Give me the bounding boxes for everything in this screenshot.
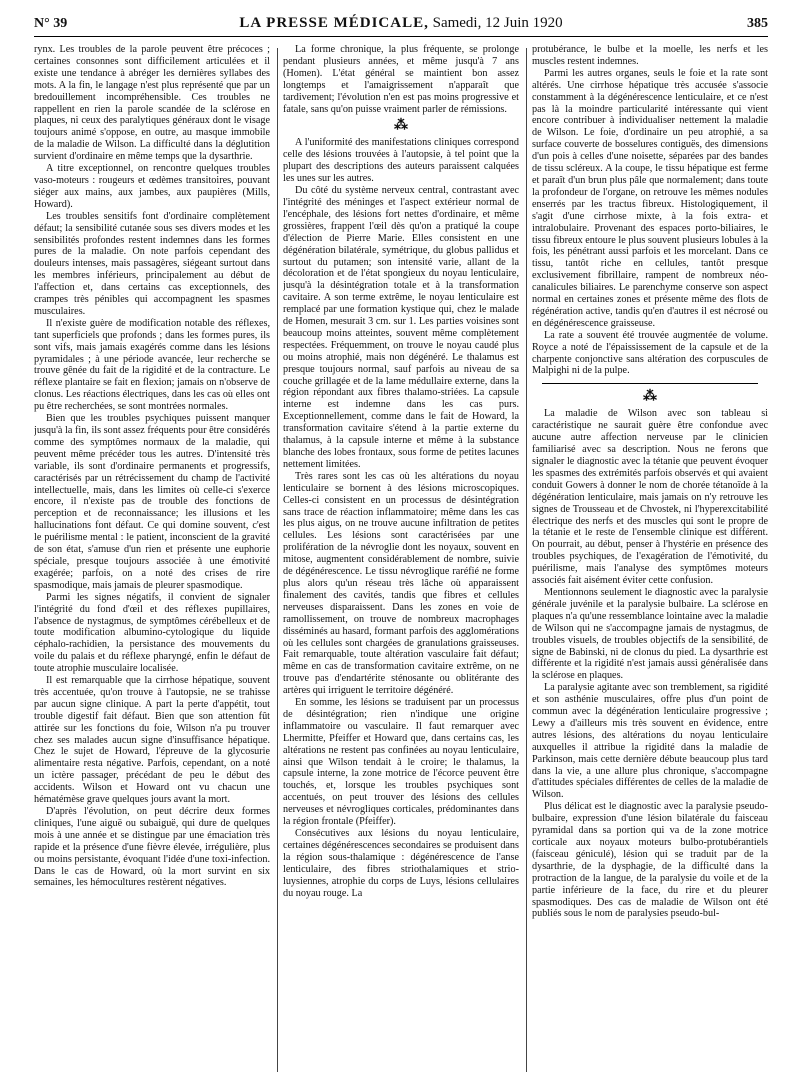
paragraph: Il n'existe guère de modification notable des réflexes, tant superficiels que profonds ; dans les formes pures, ils sont vifs, mais jamais exagérés comme dans les lésions pyramidales ; à une période avancée, leur recherche se trouve gênée du fait de la rigidité et de la contracture. Le réflexe plantaire se fait en flexion; jamais on n'observe de clonus. Les réactions électriques, dans les cas où elles ont pu être recherchées, se sont montrées normales. — [34, 317, 270, 413]
paragraph: A titre exceptionnel, on rencontre quelques troubles vaso-moteurs : rougeurs et œdèmes transitoires, pouvant siéger aux mains, aux jambes, aux paupières (Mills, Howard). — [34, 163, 270, 210]
journal-title: LA PRESSE MÉDICALE, — [239, 15, 429, 31]
paragraph: La paralysie agitante avec son tremblement, sa rigidité et son asthénie musculaires, offre plus d'un point de commun avec la dégénération lenticulaire progressive ; Lewy a d'ailleurs mis très souvent en évidence, entre autres lésions, des altérations du noyau lenticulaire auxquelles il attribue la rigidité dans la maladie de Parkinson, mais cette dernière débute beaucoup plus tard dans la vie, a une allure plus chronique, s'accompagne d'attitudes spéciales différentes de celles de la maladie de Wilson. — [532, 682, 768, 801]
paragraph: Plus délicat est le diagnostic avec la paralysie pseudo-bulbaire, expression d'une lésion bilatérale du faisceau pyramidal dans sa portion qui va de la zone motrice corticale aux noyaux moteurs bulbo-protubérantiels (faisceau géniculé), lésion qui se traduit par de la dysarthrie, de la dysphagie, de la difficulté dans la protraction de la langue, de la paralysie du voile et de la partie inférieure de la face, du rire et du pleurer spasmodiques. Des cas de maladie de Wilson ont été publiés sous le nom de paralysies pseudo-bul- — [532, 801, 768, 920]
paragraph: En somme, les lésions se traduisent par un processus de désintégration; rien n'indique une origine inflammatoire ou vasculaire. Il faut remarquer avec Lhermitte, Pfeiffer et Howard que, dans certains cas, les altérations ne restent pas confinées au noyau lenticulaire, ainsi que Wilson tendait à le croire; le thalamus, la capsule interne, la zone motrice de l'écorce peuvent être touchés, et, lorsque les troubles psychiques sont accentués, on peut trouver des lésions des cellules nerveuses et névrogliques corticales, prédominantes dans la région frontale (Pfeiffer). — [283, 697, 519, 828]
journal-masthead — [34, 15, 768, 32]
paragraph: Bien que les troubles psychiques puissent manquer jusqu'à la fin, ils sont assez fréquents pour être considérés comme des symptômes normaux de la maladie, qui peuvent même précéder tous les autres. D'intensité très variable, ils sont d'ordinaire permanents et progressifs, caractérisés par un rétrécissement du champ de l'activité intellectuelle, mais, dans les limites où celle-ci s'exerce encore, il n'existe pas de trouble des fonctions de perception et de reconnaissance; les illusions et les hallucinations font défaut. Ce qui domine souvent, c'est le puérilisme mental : le patient, inconscient de la gravité de son état, s'amuse d'un rien et présente une euphorie spéciale, presque toujours associée à une émotivité exagérée; parfois, on a noté des crises de rire spasmodique, mais jamais de pleurer spasmodique. — [34, 413, 270, 591]
page-number: 385 — [747, 16, 768, 31]
section-separator: ⁂ — [394, 118, 408, 134]
column-1 — [34, 44, 270, 1074]
article-body — [34, 44, 768, 1074]
horizontal-rule — [542, 383, 758, 384]
paragraph: A l'uniformité des manifestations cliniques correspond celle des lésions trouvées à l'autopsie, à tel point que la plupart des descriptions des auteurs paraissent calquées les unes sur les autres. — [283, 137, 519, 185]
section-separator: ⁂ — [643, 389, 657, 405]
column-2 — [283, 44, 519, 1074]
column-3 — [532, 44, 768, 1074]
issue-date: Samedi, 12 Juin 1920 — [432, 15, 563, 31]
issue-number: N° 39 — [34, 16, 68, 31]
paragraph: Mentionnons seulement le diagnostic avec la paralysie générale juvénile et la paralysie bulbaire. La sclérose en plaques n'a qu'une ressemblance lointaine avec la maladie de Wilson qui ne s'accompagne jamais de nystagmus, de troubles visuels, de troubles objectifs de la sensibilité, de signe de Babinski, ni de clonus du pied. La dysarthrie est différente et la rigidité n'est jamais aussi généralisée dans la sclérose en plaques. — [532, 586, 768, 682]
paragraph: La maladie de Wilson avec son tableau si caractéristique ne saurait guère être confondue avec aucune autre affection nerveuse par le clinicien familiarisé avec sa description. Nous ne ferons que signaler le diagnostic avec la tétanie que peuvent évoquer les spasmes des extrémités parfois observés et qui avaient conduit Gowers à donner le nom de chorée tétanoïde à la dégénération lenticulaire, mais jamais on n'y retrouve les signes de Trousseau et de Chvostek, ni l'hyperexcitabilité électrique des nerfs et des muscles qui sont le propre de la tétanie et le reste de l'ensemble clinique est différent. On pourrait, au début, penser à l'hystérie en présence des troubles psychiques, de l'exagération de l'émotivité, du puérilisme, mais l'analyse des symptômes moteurs associés fait aisément éviter cette confusion. — [532, 408, 768, 587]
paragraph: Parmi les signes négatifs, il convient de signaler l'intégrité du fond d'œil et des réflexes pupillaires, l'absence de nystagmus, de symptômes cérébelleux et de toute modification albumino-cytologique du liquide céphalo-rachidien, la persistance des mouvements du voile du palais et du réflexe pharyngé, enfin le défaut de toute atrophie musculaire localisée. — [34, 591, 270, 675]
paragraph: La rate a souvent été trouvée augmentée de volume. Royce a noté de l'épaississement de la capsule et de la charpente conjonctive sans altération des corpuscules de Malpighi ni de la pulpe. — [532, 329, 768, 377]
paragraph: protubérance, le bulbe et la moelle, les nerfs et les muscles restent indemnes. — [532, 44, 768, 67]
paragraph: Du côté du système nerveux central, contrastant avec l'intégrité des méninges et l'aspect extérieur normal de l'encéphale, des lésions fort nettes d'ordinaire, et même grossières, frappent l'œil dès qu'on a pratiqué la coupe d'élection de Pierre Marie. Elles consistent en une dégénération bilatérale, symétrique, du globus pallidus et surtout du putamen; son intensité varie, allant de la décoloration et de l'état spongieux du noyau lenticulaire, jusqu'à la désintégration totale et à la transformation cavitaire. A son terme extrême, le noyau lenticulaire est remplacé par une formation kystique qui, chez le malade de Homen, mesurait 3 cm. sur 1. Les parties voisines sont beaucoup moins atteintes, souvent même complètement respectées. Fréquemment, on trouve le noyau caudé plus ou moins atrophié, mais non dégénéré. Le thalamus est presque toujours normal, sauf parfois au niveau de sa couche grillagée et de la lame médullaire externe, dans la région répondant aux fibres thalamo-striées. La capsule interne est indemne dans les cas purs. Exceptionnellement, comme dans le fait de Howard, la transformation cavitaire s'étend à la partie externe du thalamus, à la capsule interne et même à la substance blanche des lobes frontaux, sous forme de petites lacunes nettement limitées. — [283, 185, 519, 470]
paragraph: rynx. Les troubles de la parole peuvent être précoces ; certaines consonnes sont difficilement articulées et il existe une tendance à abréger les dernières syllabes des mots. A la fin, le langage n'est plus représenté que par un bredouillement incompréhensible. Ces troubles ne rappellent en rien la parole scandée de la sclérose en plaques, ni ceux des paralytiques généraux dont le visage toujours animé s'oppose, en outre, au masque immobile de la maladie de Wilson. La difficulté dans la déglutition survient d'ordinaire en même temps que la dysarthrie. — [34, 44, 270, 163]
paragraph: Très rares sont les cas où les altérations du noyau lenticulaire se bornent à des lésions microscopiques. Celles-ci consistent en un processus de désintégration sans trace de réaction inflammatoire; même dans les cas les plus aigus, on ne trouve aucune infiltration de petites cellules. Les lésions sont caractérisées par une prolifération de la névroglie dont les noyaux, souvent en mitose, augmentent considérablement de nombre, suivie de dégénérescence. Le tissu névroglique raréfié ne forme plus alors qu'un réseau très lâche où apparaissent finalement des cavités, tandis que fibres et cellules nerveuses disparaissent. Dans les zones en voie de ramollissement, on trouve de nombreux macrophages disséminés au hasard, formant parfois des agglomérations où les cellules sont chargées de granulations graisseuses. Fait remarquable, toute altération vasculaire fait défaut; même en cas de transformation cavitaire extrême, on ne trouve pas d'endartérite sténosante ou oblitérante des artères qui irriguent le territoire dégénéré. — [283, 470, 519, 697]
paragraph: Parmi les autres organes, seuls le foie et la rate sont altérés. Une cirrhose hépatique très accusée s'associe constamment à la dégénérescence lenticulaire, et ce n'est pas là la moindre particularité intéressante qui vient encore contribuer à individualiser nettement la maladie de Wilson. Le foie, d'ordinaire un peu atrophié, a sa surface couverte de bosselures contiguës, des dimensions d'un pois à celles d'une noisette, séparées par des bandes de tissu scléreux. A la coupe, le tissu hépatique est ferme et paraît d'un brun plus pâle que normalement; dans toute la profondeur de l'organe, on retrouve les mêmes nodules enserrés par les tractus fibreux. Histologiquement, il s'agit d'une cirrhose mixte, à la fois extra- et intralobulaire. Provenant des espaces porto-biliaires, le tissu fibreux entoure le plus souvent plusieurs lobules à la fois, les pénétrant aussi parfois et les morcelant. Dans ce tissu, tantôt riche en cellules, tantôt presque exclusivement fibrillaire, rampent de nombreux néo-canalicules biliaires. Le parenchyme conserve son aspect normal en certaines zones et présente même des flots de régénération active, tandis qu'en d'autres il est nécrosé ou en dégénérescence graisseuse. — [532, 67, 768, 329]
paragraph: D'après l'évolution, on peut décrire deux formes cliniques, l'une aiguë ou subaiguë, qui dure de quelques mois à une année et se distingue par une émaciation très rapide et la présence d'une fièvre élevée, irrégulière, plus ou moins persistante, évoquant l'idée d'une toxi-infection. Dans le cas de Howard, où la mort survint en six semaines, les hémocultures restèrent négatives. — [34, 806, 270, 889]
running-header — [34, 14, 768, 37]
paragraph: Il est remarquable que la cirrhose hépatique, souvent très accentuée, qu'on trouve à l'autopsie, ne se trahisse par aucun signe clinique. A part la perte d'appétit, tout trouble digestif fait défaut. Bien que son attention fût attirée sur les fonctions du foie, Wilson n'a pu trouver chez ses malades aucun signe d'insuffisance hépatique. Chez le sujet de Howard, l'épreuve de la glycosurie alimentaire resta négative. Parfois, cependant, on a noté un ictère passager, précédant de peu le début des accidents. Wilson et Howard ont vu chacun une hématémèse grave quelques jours avant la mort. — [34, 675, 270, 806]
paragraph: Les troubles sensitifs font d'ordinaire complètement défaut; la sensibilité cutanée sous ses divers modes et les sensibilités profondes restent indemnes dans les formes pures de la maladie. On note parfois cependant des douleurs intenses, mais passagères, siégeant surtout dans les membres inférieurs, principalement au début de l'affection et, dans certains cas exceptionnels, des crampes très pénibles qui accompagnent les spasmes musculaires. — [34, 210, 270, 317]
paragraph: Consécutives aux lésions du noyau lenticulaire, certaines dégénérescences secondaires se produisent dans la région sous-thalamique : dégénérescence de l'anse lenticulaire, des fibres striothalamiques et strio-luysiennes, atrophie du corps de Luys, lésions cellulaires du noyau rouge. La — [283, 828, 519, 899]
paragraph: La forme chronique, la plus fréquente, se prolonge pendant plusieurs années, et même jusqu'à 7 ans (Homen). L'état général se maintient bon assez longtemps et l'amaigrissement n'apparaît que tardivement; l'évolution n'en est pas moins progressive et fatale, sans qu'on puisse vraiment parler de rémissions. — [283, 44, 519, 115]
